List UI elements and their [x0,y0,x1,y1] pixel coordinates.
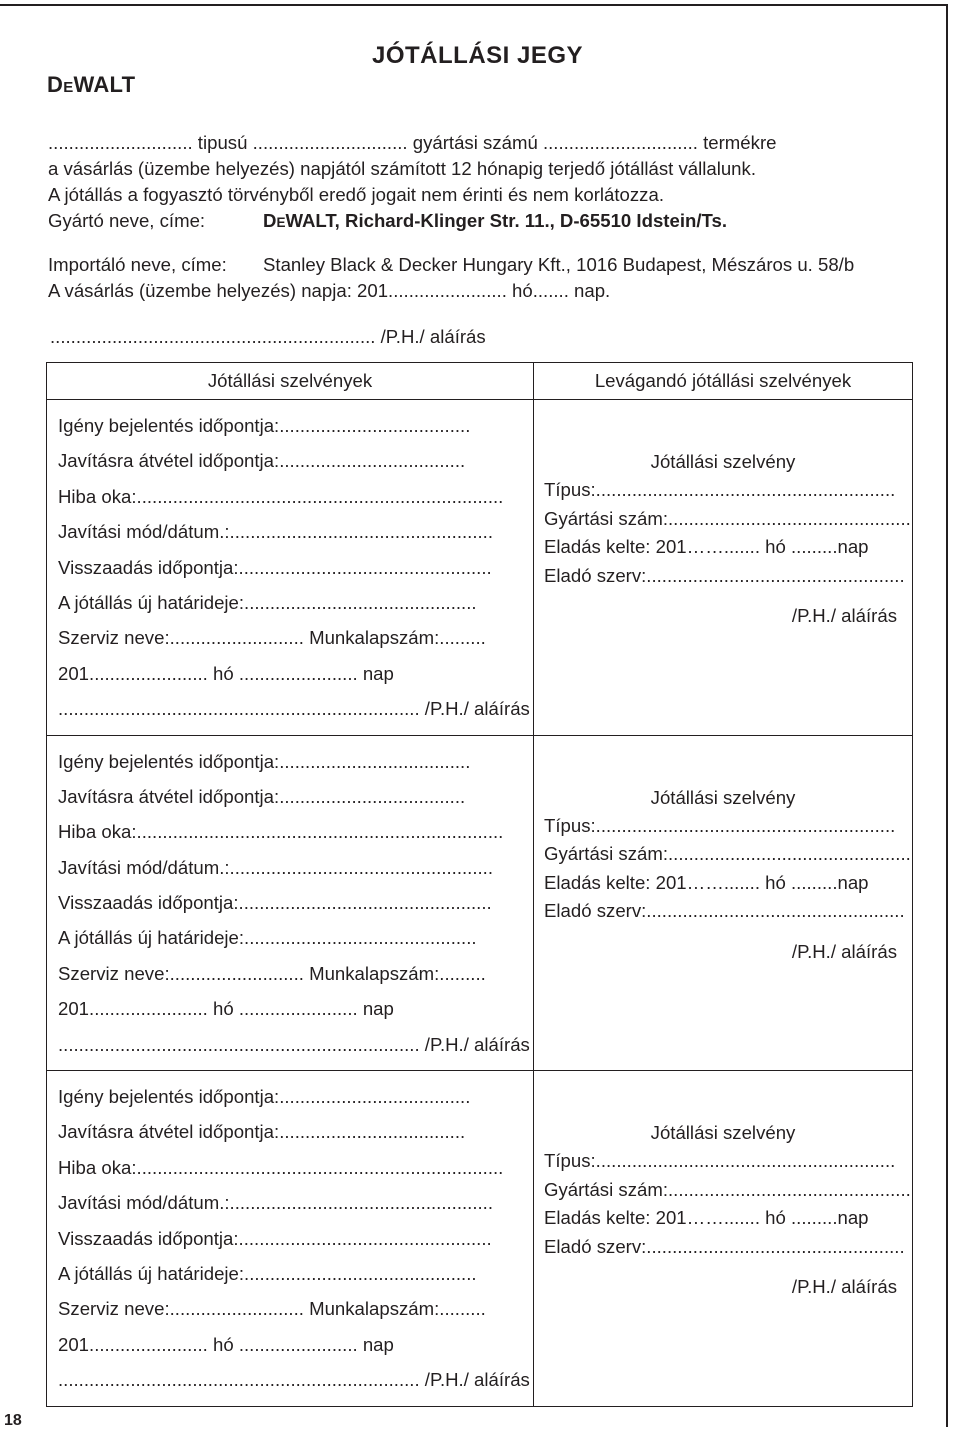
product-line: ............................ tipusú .............................. gyártási számú .............................. termékre [48,132,777,153]
coupon-field: Javításra átvétel időpontja:.................................... [58,450,466,472]
repair-coupon-3 [47,1071,533,1406]
repair-coupon-1 [47,400,533,735]
coupon-signature: /P.H./ aláírás [791,1276,897,1298]
coupon-field: Gyártási szám:............................................... [544,507,911,529]
left-header: Jótállási szelvények [47,363,534,400]
coupon-field: Típus:.......................................................... [544,479,896,500]
coupon-field: A jótállás új határideje:............................................. [58,591,477,613]
coupon-field: Eladó szerv:.................................................. [544,900,905,922]
cut-coupon-1 [534,400,912,670]
coupon-field: 201....................... hó ....................... nap [58,662,394,684]
importer-block [48,252,916,304]
coupon-field: Eladó szerv:.................................................. [544,1235,905,1257]
coupon-field: Javításra átvétel időpontja:.................................... [58,785,466,807]
coupon-field: Eladás kelte: 201……....... hó .........nap [544,871,869,893]
coupon-field: 201....................... hó ....................... nap [58,998,394,1020]
coupon-field: Visszaadás időpontja:................................................. [58,556,492,578]
coupon-field: Javításra átvétel időpontja:.................................... [58,1121,466,1143]
importer-line: Importáló neve, címe: Stanley Black & Decker Hungary Kft., 1016 Budapest, Mészáros u. 58/b [48,254,855,275]
coupon-field: Visszaadás időpontja:................................................. [58,1227,492,1249]
coupon-signature: /P.H./ aláírás [791,940,897,962]
coupon-title: Jótállási szelvény [650,1122,796,1144]
coupon-signature: /P.H./ aláírás [791,605,897,626]
coupon-field: Szerviz neve:.......................... Munkalapszám:......... [58,627,486,649]
right-header: Levágandó jótállási szelvények [534,363,913,400]
coupon-field: Javítási mód/dátum.:................................................... [58,856,494,878]
coupon-field: Hiba oka:....................................................................... [58,821,504,843]
cut-coupon-3 [534,1071,912,1341]
coupon-field: Szerviz neve:.......................... Munkalapszám:......... [58,962,486,984]
coupon-field: Szerviz neve:.......................... Munkalapszám:......... [58,1298,486,1320]
coupon-field: Típus:.......................................................... [544,814,896,836]
brand-logo: DEWALT [47,72,136,97]
repair-coupon-2 [47,736,533,1071]
manufacturer-line: Gyártó neve, címe: DEWALT, Richard-Klinger Str. 11., D-65510 Idstein/Ts. [48,210,727,231]
coupon-field: ...................................................................... /P.H./ aláírás [58,1033,530,1055]
page-title: JÓTÁLLÁSI JEGY [372,42,584,69]
coupon-field: Javítási mód/dátum.:................................................... [58,1192,494,1214]
coupon-field: Javítási mód/dátum.:................................................... [58,521,494,543]
coupon-field: Eladás kelte: 201……....... hó .........nap [544,1207,869,1229]
consumer-rights-text: A jótállás a fogyasztó törvényből eredő jogait nem érinti és nem korlátozza. [48,184,664,205]
coupon-field: ...................................................................... /P.H./ aláírás [58,1369,530,1391]
coupon-field: Hiba oka:....................................................................... [58,485,504,507]
intro-text [48,130,916,234]
coupon-title: Jótállási szelvény [650,786,796,808]
coupon-field: Hiba oka:....................................................................... [58,1156,504,1178]
coupon-field: Gyártási szám:............................................... [544,1178,911,1200]
coupon-field: A jótállás új határideje:............................................. [58,1262,477,1284]
purchase-date-line: A vásárlás (üzembe helyezés) napja: 201....................... hó....... nap. [48,280,611,301]
coupon-field: Típus:.......................................................... [544,1150,896,1172]
coupon-field: Gyártási szám:............................................... [544,843,911,865]
warranty-period-text: a vásárlás (üzembe helyezés) napjától számított 12 hónapig terjedő jótállást vállalunk. [48,158,756,179]
coupon-field: Igény bejelentés időpontja:..................................... [58,415,471,436]
coupon-field: Eladás kelte: 201……....... hó .........nap [544,536,869,557]
coupon-field: Igény bejelentés időpontja:..................................... [58,750,471,772]
coupon-field: A jótállás új határideje:............................................. [58,927,477,949]
coupon-field: Visszaadás időpontja:................................................. [58,892,492,914]
signature-line: ............................................................... /P.H./ aláírás [50,326,486,347]
coupon-field: 201....................... hó ....................... nap [58,1333,394,1355]
cut-coupon-2 [534,736,912,1006]
page-number: 18 [4,1412,22,1429]
coupon-title: Jótállási szelvény [650,451,796,472]
warranty-coupons-table [46,362,913,1407]
coupon-field: Igény bejelentés időpontja:..................................... [58,1086,471,1108]
coupon-field: Eladó szerv:.................................................. [544,564,905,586]
coupon-field: ...................................................................... /P.H./ aláírás [58,698,530,720]
